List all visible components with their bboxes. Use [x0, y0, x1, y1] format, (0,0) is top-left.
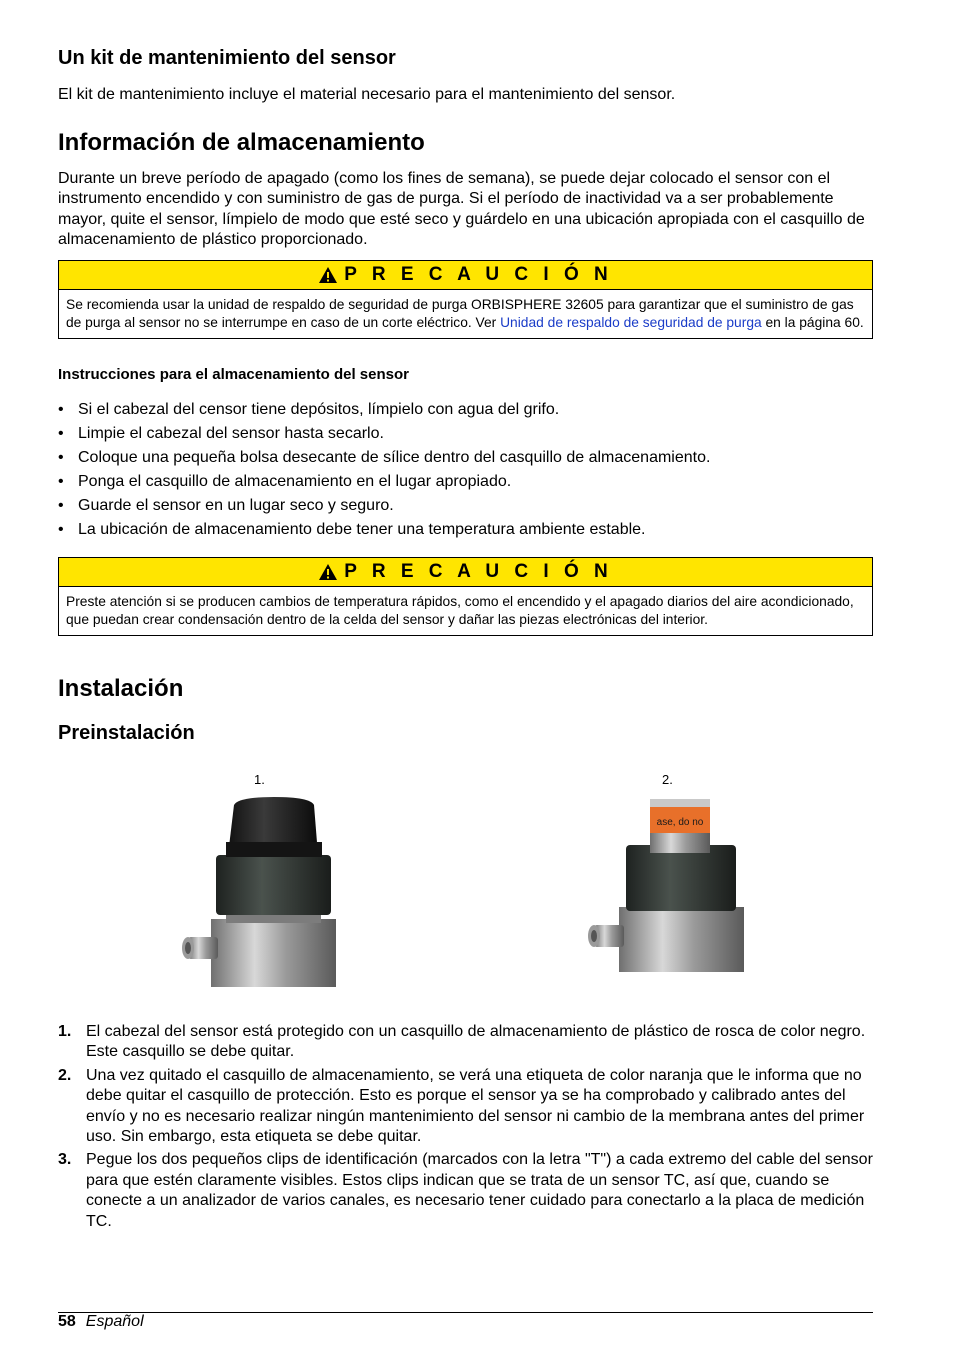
- subsection-heading-preinstallation: Preinstalación: [58, 722, 195, 744]
- maintenance-kit-paragraph: El kit de mantenimiento incluye el material necesario para el mantenimiento del sensor.: [58, 86, 676, 103]
- list-item: • Guarde el sensor en un lugar seco y seguro.: [58, 496, 873, 516]
- storage-instructions-heading: Instrucciones para el almacenamiento del sensor: [58, 366, 409, 383]
- caution-text-before: Se recomienda usar la unidad de respaldo de seguridad de purga ORBISPHERE 32605 para garantizar que el suministro de gas de purga al sensor no se interrumpe en caso de un corte eléctrico. Ver: [66, 297, 854, 330]
- purge-backup-link[interactable]: Unidad de respaldo de seguridad de purga: [500, 315, 762, 330]
- step-text: El cabezal del sensor está protegido con un casquillo de almacenamiento de plástico de rosca de color negro. Este casquillo se debe quitar.: [86, 1023, 866, 1061]
- step-text: Una vez quitado el casquillo de almacenamiento, se verá una etiqueta de color naranja que le informa que no debe quitar el casquillo de protección. Esto es porque el sensor ya se ha comprobado y calibrado antes del envío y no es necesario realizar ningún mantenimiento del sensor ni cambio de la membrana antes del primer uso. Sin embargo, esta etiqueta se debe quitar.: [86, 1066, 865, 1146]
- list-item: • Coloque una pequeña bolsa desecante de sílice dentro del casquillo de almacenamiento.: [58, 448, 873, 468]
- caution-header: [59, 558, 872, 587]
- list-item: • Ponga el casquillo de almacenamiento en el lugar apropiado.: [58, 472, 873, 492]
- footer-language: Español: [85, 1313, 144, 1330]
- storage-paragraph: Durante un breve período de apagado (como los fines de semana), se puede dejar colocado el sensor con el instrumento encendido y con suministro de gas de purga. Si el período de inactividad va a ser probablemente mayor, quite el sensor, límpielo de modo que esté seco y guárdelo en una ubicación apropiada con el casquillo de almacenamiento de plástico proporcionado.: [58, 170, 865, 249]
- step-item: [58, 1022, 873, 1063]
- step-item: [58, 1066, 873, 1148]
- warning-triangle-icon: [318, 266, 338, 284]
- sensor-with-storage-cap-image: [176, 797, 336, 987]
- preinstallation-steps: [58, 1022, 873, 1235]
- figure-2-label: 2.: [662, 772, 673, 787]
- page-footer: [58, 1313, 144, 1331]
- step-item: [58, 1150, 873, 1232]
- caution-text-after: en la página 60.: [761, 315, 864, 330]
- caution-text: [59, 290, 872, 338]
- section-heading-installation: Instalación: [58, 675, 184, 702]
- list-item: • Limpie el cabezal del sensor hasta secarlo.: [58, 424, 873, 444]
- list-item: • Si el cabezal del censor tiene depósitos, límpielo con agua del grifo.: [58, 400, 873, 420]
- step-text: Pegue los dos pequeños clips de identificación (marcados con la letra "T") a cada extremo del cable del sensor para que estén claramente visibles. Estos clips indican que se trata de un sensor TC, así que, cuando se conecte a un analizador de varios canales, es necesario tener cuidado para conectarlo a la placa de medición TC.: [86, 1151, 873, 1230]
- storage-instructions-list: [58, 400, 873, 543]
- caution-box-temperature: [58, 557, 873, 636]
- list-item: • La ubicación de almacenamiento debe tener una temperatura ambiente estable.: [58, 520, 873, 540]
- caution-header: [59, 261, 872, 290]
- caution-box-purge: [58, 260, 873, 339]
- caution-label: P R E C A U C I Ó N: [344, 561, 613, 582]
- sensor-with-orange-label-image: [584, 797, 744, 972]
- caution-text: Preste atención si se producen cambios de temperatura rápidos, como el encendido y el apagado diarios del aire acondicionado, que puedan crear condensación dentro de la celda del sensor y dañar las piezas electrónicas del interior.: [66, 594, 854, 627]
- warning-triangle-icon: [318, 563, 338, 581]
- orange-label-text: ase, do no: [656, 817, 704, 828]
- page-number: 58: [58, 1313, 76, 1330]
- footer-divider: [58, 1312, 873, 1313]
- figure-1-label: 1.: [254, 772, 265, 787]
- step-number: 3.: [58, 1151, 72, 1169]
- section-heading-maintenance-kit: Un kit de mantenimiento del sensor: [58, 47, 396, 69]
- step-number: 2.: [58, 1066, 72, 1084]
- section-heading-storage: Información de almacenamiento: [58, 129, 425, 156]
- caution-label: P R E C A U C I Ó N: [344, 264, 613, 285]
- step-number: 1.: [58, 1023, 72, 1040]
